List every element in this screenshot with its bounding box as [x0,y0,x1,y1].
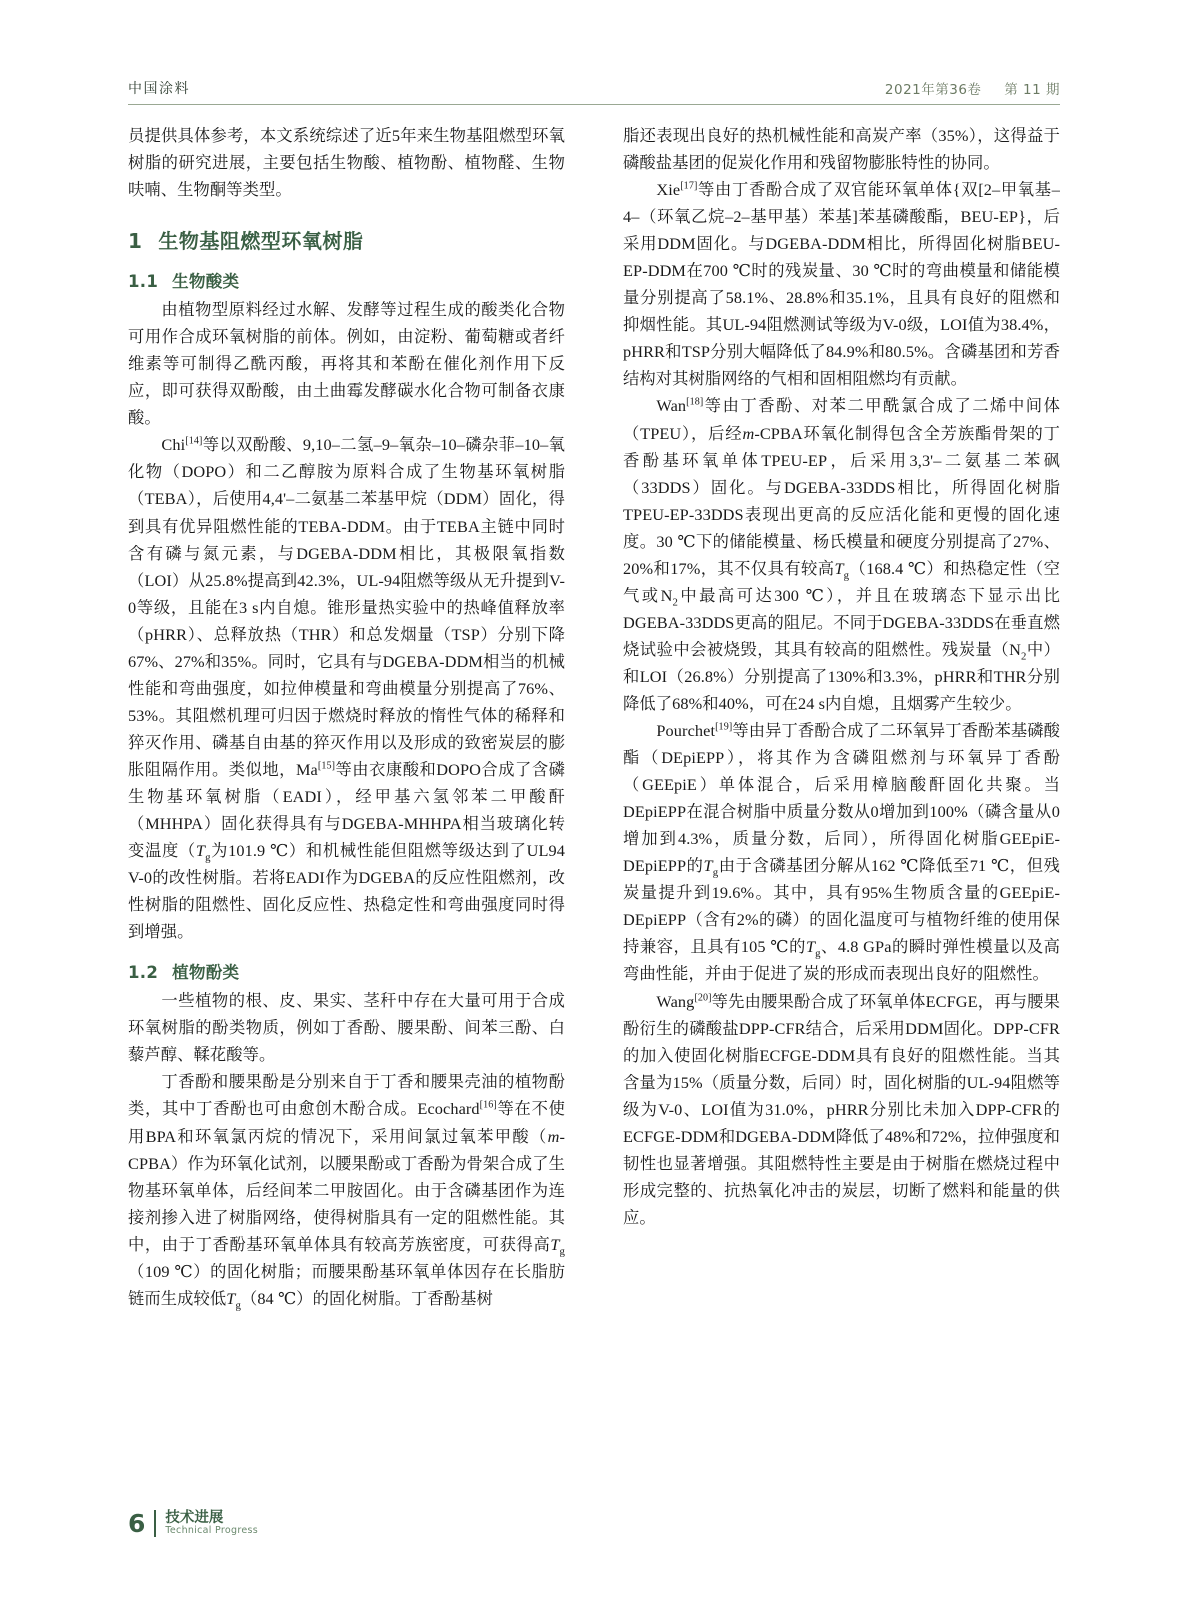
paragraph-intro: 员提供具体参考，本文系统综述了近5年来生物基阻燃型环氧树脂的研究进展，主要包括生物酸、植物酚、植物醛、生物呋喃、生物酮等类型。 [128,126,565,200]
section-heading-1-2 [128,959,565,983]
page-header [128,78,1060,98]
paragraph-ecochard-ref: 丁香酚和腰果酚是分别来自于丁香和腰果壳油的植物酚类，其中丁香酚也可由愈创木酚合成。Ecochard[16]等在不使用BPA和环氧氯丙烷的情况下，采用间氯过氧苯甲酸（m-CPBA）作为环氧化试剂，以腰果酚或丁香酚为骨架合成了生物基环氧单体，后经间苯二甲胺固化。由于含磷基团作为连接剂掺入进了树脂网络，使得树脂具有一定的阻燃性能。其中，由于丁香酚基环氧单体具有较高芳族密度，可获得高$T_g(109$ ℃）的固化树脂；而腰果酚基环氧单体因存在长脂肪链而生成较低$T_g(84$ ℃）的固化树脂。丁香酚基树 [128,1072,565,1312]
paragraph-1-1-a: 由植物型原料经过水解、发酵等过程生成的酸类化合物可用作合成环氧树脂的前体。例如，由淀粉、葡萄糖或者纤维素等可制得乙酰丙酸，再将其和苯酚在催化剂作用下反应，即可获得双酚酸，由土曲霉发酵碳水化合物可制备衣康酸。 [128,300,565,428]
journal-name: 中国涂料 [128,81,190,97]
paragraph-chi-ref: Chi[14]等以双酚酸、9,10–二氢–9–氧杂–10–磷杂菲–10–氧化物（DOPO）和二乙醇胺为原料合成了生物基环氧树脂（TEBA），后使用4,4'–二氨基二苯基甲烷（DDM）固化，得到具有优异阻燃性能的TEBA-DDM。由于TEBA主链中同时含有磷与氮元素，与DGEBA-DDM相比，其极限氧指数（LOI）从25.8%提高到42.3%，UL-94阻燃等级从无升提到V-0等级，且能在3 s内自熄。锥形量热实验中的热峰值释放率（pHRR）、总释放热（THR）和总发烟量（TSP）分别下降67%、27%和35%。同时，它具有与DGEBA-DDM相当的机械性能和弯曲强度，如拉伸模量和弯曲模量分别提高了76%、53%。其阻燃机理可归因于燃烧时释放的惰性气体的稀释和猝灭作用、磷基自由基的猝灭作用以及形成的致密炭层的膨胀阻隔作用。类似地，Ma[15]等由衣康酸和DOPO合成了含磷生物基环氧树脂（EADI），经甲基六氢邻苯二甲酸酐（MHHPA）固化获得具有与DGEBA-MHHPA相当玻璃化转变温度（$T_g$为101.9 ℃）和机械性能但阻燃等级达到了UL94 V-0的改性树脂。若将EADI作为DGEBA的反应性阻燃剂，改性树脂的阻燃性、固化反应性、热稳定性和弯曲强度同时得到增强。 [128,435,565,942]
section-1-1-title: 生物酸类 [172,272,240,292]
issue-number: 第 11 期 [1004,82,1060,98]
paragraph-wang-ref: Wang[20]等先由腰果酚合成了环氧单体ECFGE，再与腰果酚衍生的磷酸盐DPP-CFR结合，后采用DDM固化。DPP-CFR的加入使固化树脂ECFGE-DDM具有良好的阻燃性能。当其含量为15%（质量分数，后同）时，固化树脂的UL-94阻燃等级为V-0、LOI值为31.0%，pHRR分别比未加入DPP-CFR的ECFGE-DDM和DGEBA-DDM降低了48%和72%，拉伸强度和韧性也显著增强。其阻燃特性主要是由于树脂在燃烧过程中形成完整的、抗热氧化冲击的炭层，切断了燃料和能量的供应。 [623,991,1060,1227]
paragraph-wan-ref: Wan[18]等由丁香酚、对苯二甲酰氯合成了二烯中间体（TPEU），后经m-CPBA环氧化制得包含全芳族酯骨架的丁香酚基环氧单体TPEU-EP，后采用3,3'–二氨基二苯砜（33DDS）固化。与DGEBA-33DDS相比，所得固化树脂TPEU-EP-33DDS表现出更高的反应活化能和更慢的固化速度。30 ℃下的储能模量、杨氏模量和硬度分别提高了27%、20%和17%，其不仅具有较高$T_g(168.4$ ℃）和热稳定性（空气或$N_2$中最高可达300 ℃），并且在玻璃态下显示出比DGEBA-33DDS更高的阻尼。不同于DGEBA-33DDS在垂直燃烧试验中会被烧毁，其具有较高的阻燃性。残炭量（$N_2$中）和LOI（26.8%）分别提高了130%和3.3%，pHRR和THR分别降低了68%和40%，可在24 s内自熄，且烟雾产生较少。 [623,396,1060,713]
footer-section-labels [154,1510,258,1538]
two-column-body [128,122,1060,1312]
right-column [623,122,1060,1312]
section-1-title: 生物基阻燃型环氧树脂 [158,229,364,254]
section-heading-1 [128,225,565,254]
paragraph-1-2-a: 一些植物的根、皮、果实、茎秆中存在大量可用于合成环氧树脂的酚类物质，例如丁香酚、腰果酚、间苯三酚、白藜芦醇、鞣花酸等。 [128,991,565,1065]
footer-section-en: Technical Progress [165,1525,258,1537]
page-footer [128,1509,258,1538]
footer-section-cn: 技术进展 [165,1509,224,1526]
page-number: 6 [128,1509,146,1538]
paragraph-right-a: 脂还表现出良好的热机械性能和高炭产率（35%），这得益于磷酸盐基团的促炭化作用和残留物膨胀特性的协同。 [623,126,1060,173]
header-divider [128,104,1060,105]
section-1-2-title: 植物酚类 [172,963,240,983]
issue-year: 2021年第36卷 [884,82,982,98]
paragraph-xie-ref: Xie[17]等由丁香酚合成了双官能环氧单体{双[2–甲氧基–4–（环氧乙烷–2–基甲基）苯基]苯基磷酸酯，BEU-EP}，后采用DDM固化。与DGEBA-DDM相比，所得固化树脂BEU-EP-DDM在700 ℃时的残炭量、30 ℃时的弯曲模量和储能模量分别提高了58.1%、28.8%和35.1%，且具有良好的阻燃和抑烟性能。其UL-94阻燃测试等级为V-0级，LOI值为38.4%，pHRR和TSP分别大幅降低了84.9%和80.5%。含磷基团和芳香结构对其树脂网络的气相和固相阻燃均有贡献。 [623,180,1060,389]
section-1-2-number: 1.2 [128,963,159,983]
section-1-number: 1 [128,229,143,254]
section-1-1-number: 1.1 [128,272,159,292]
issue-info [885,78,1060,98]
left-column [128,122,565,1312]
paragraph-pourchet-ref: Pourchet[19]等由异丁香酚合成了二环氧异丁香酚苯基磷酸酯（DEpiEPP），将其作为含磷阻燃剂与环氧异丁香酚（GEEpiE）单体混合，后采用樟脑酸酐固化共聚。当DEpiEPP在混合树脂中质量分数从0增加到100%（磷含量从0增加到4.3%，质量分数，后同），所得固化树脂GEEpiE-DEpiEPP的$T_g$由于含磷基团分解从162 ℃降低至71 ℃，但残炭量提升到19.6%。其中，具有95%生物质含量的GEEpiE-DEpiEPP（含有2%的磷）的固化温度可与植物纤维的使用保持兼容，且具有105 ℃的$T_g$、4.8 GPa的瞬时弹性模量以及高弯曲性能，并由于促进了炭的形成而表现出良好的阻燃性。 [623,721,1061,984]
section-heading-1-1 [128,268,565,292]
